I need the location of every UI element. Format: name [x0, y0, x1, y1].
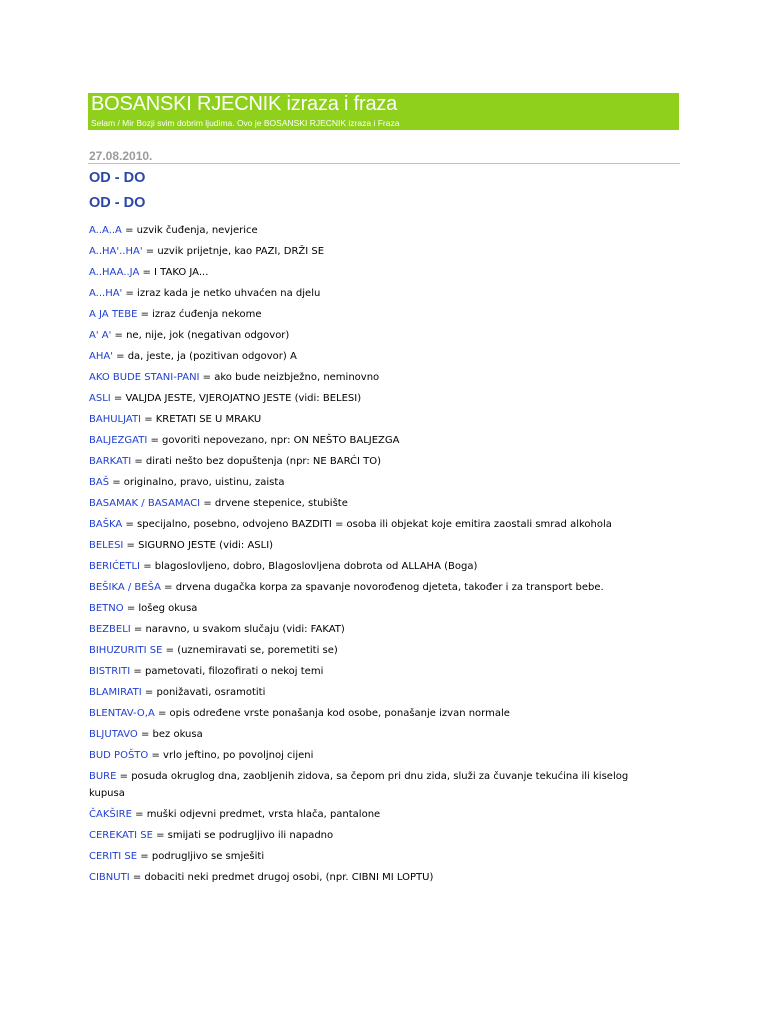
entry-definition: = KRETATI SE U MRAKU: [141, 414, 262, 425]
entry-definition: = smijati se podrugljivo ili napadno: [152, 830, 334, 841]
entry-definition: = blagoslovljeno, dobro, Blagoslovljena dobrota od ALLAHA (Boga): [140, 561, 478, 572]
post-date: 27.08.2010.: [89, 149, 153, 163]
post-subheading: OD - DO: [89, 195, 146, 211]
entry-term: A..HAA..JA: [89, 267, 140, 278]
entry-definition: = (uznemiravati se, poremetiti se): [162, 645, 338, 656]
dictionary-entry: [89, 474, 679, 491]
entry-definition: = specijalno, posebno, odvojeno BAZDITI = osoba ili objekat koje emitira zaostali smrad alkohola: [122, 519, 612, 530]
entry-definition: = posuda okruglog dna, zaobljenih zidova, sa čepom pri dnu zida, služi za čuvanje tekućina ili kiselog kupusa: [89, 771, 629, 799]
dictionary-entry: [89, 264, 679, 281]
dictionary-entry: [89, 432, 679, 449]
dictionary-entry: [89, 369, 679, 386]
entry-term: BEZBELI: [89, 624, 131, 635]
entry-term: BURE: [89, 771, 117, 782]
entry-definition: = uzvik čuđenja, nevjerice: [121, 225, 258, 236]
dictionary-entry: [89, 558, 679, 575]
dictionary-entry: [89, 747, 679, 764]
dictionary-entry: [89, 411, 679, 428]
dictionary-entry: [89, 453, 679, 470]
entry-definition: = muški odjevni predmet, vrsta hlača, pantalone: [131, 809, 381, 820]
entry-definition: = drvene stepenice, stubište: [200, 498, 348, 509]
entry-term: CEREKATI SE: [89, 830, 153, 841]
entry-definition: = podrugljivo se smješiti: [137, 851, 265, 862]
post-title[interactable]: OD - DO: [89, 170, 146, 186]
entry-term: A..HA'..HA': [89, 246, 143, 257]
entry-definition: = pametovati, filozofirati o nekoj temi: [130, 666, 324, 677]
entry-term: ČAKŠIRE: [89, 809, 132, 820]
entry-term: BARKATI: [89, 456, 132, 467]
entry-definition: = drvena dugačka korpa za spavanje novorođenog djeteta, također i za transport bebe.: [160, 582, 604, 593]
divider: [88, 163, 680, 164]
entry-term: CERITI SE: [89, 851, 138, 862]
entry-term: BAHULJATI: [89, 414, 142, 425]
entry-definition: = uzvik prijetnje, kao PAZI, DRŽI SE: [142, 246, 325, 257]
dictionary-entry: [89, 348, 679, 365]
entry-term: BETNO: [89, 603, 124, 614]
entry-definition: = opis određene vrste ponašanja kod osobe, ponašanje izvan normale: [154, 708, 510, 719]
dictionary-entry: [89, 579, 679, 596]
entry-term: BAŠKA: [89, 519, 123, 530]
entry-definition: = ako bude neizbježno, neminovno: [199, 372, 380, 383]
dictionary-entry: [89, 306, 679, 323]
dictionary-entry: [89, 848, 679, 865]
entry-term: AKO BUDE STANI-PANI: [89, 372, 200, 383]
entry-definition: = govoriti nepovezano, npr: ON NEŠTO BALJEZGA: [147, 435, 400, 446]
entry-definition: = ponižavati, osramotiti: [141, 687, 266, 698]
blog-title[interactable]: BOSANSKI RJECNIK izraza i fraza: [91, 93, 398, 115]
dictionary-entry: [89, 516, 649, 533]
dictionary-entry: [89, 684, 679, 701]
entry-term: BAŠ: [89, 477, 110, 488]
entry-definition: = da, jeste, ja (pozitivan odgovor) A: [112, 351, 297, 362]
dictionary-entry: [89, 222, 679, 239]
blog-header-banner: [88, 93, 679, 130]
entry-term: BUD POŠTO: [89, 750, 149, 761]
entry-definition: = ne, nije, jok (negativan odgovor): [111, 330, 290, 341]
entry-term: BLENTAV-O,A: [89, 708, 155, 719]
dictionary-entry: [89, 768, 649, 802]
dictionary-entry: [89, 869, 679, 886]
dictionary-entry: [89, 806, 679, 823]
entry-term: ASLI: [89, 393, 111, 404]
dictionary-entry: [89, 621, 679, 638]
dictionary-entry: [89, 705, 679, 722]
entry-term: A JA TEBE: [89, 309, 138, 320]
dictionary-entry: [89, 390, 679, 407]
dictionary-entry: [89, 642, 679, 659]
entry-term: BASAMAK / BASAMACI: [89, 498, 201, 509]
entry-definition: = vrlo jeftino, po povoljnoj cijeni: [148, 750, 314, 761]
dictionary-entry: [89, 285, 679, 302]
entry-term: A' A': [89, 330, 112, 341]
entry-term: BIHUZURITI SE: [89, 645, 163, 656]
entry-definition: = bez okusa: [137, 729, 203, 740]
entry-term: BELESI: [89, 540, 124, 551]
entry-term: BALJEZGATI: [89, 435, 148, 446]
entry-definition: = dirati nešto bez dopuštenja (npr: NE BARĆI TO): [131, 456, 382, 467]
entry-term: A...HA': [89, 288, 123, 299]
entry-term: BERIĆETLI: [89, 561, 141, 572]
entry-definition: = izraz kada je netko uhvaćen na djelu: [122, 288, 321, 299]
dictionary-entry-list: [89, 222, 679, 890]
dictionary-entry: [89, 726, 679, 743]
dictionary-entry: [89, 537, 679, 554]
entry-term: BLJUTAVO: [89, 729, 138, 740]
entry-term: BISTRITI: [89, 666, 131, 677]
dictionary-entry: [89, 327, 679, 344]
dictionary-entry: [89, 495, 679, 512]
entry-term: CIBNUTI: [89, 872, 130, 883]
blog-subtitle: Selam / Mir Bozji svim dobrim ljudima. Ovo je BOSANSKI RJECNIK izraza i Fraza: [91, 118, 400, 128]
dictionary-entry: [89, 243, 679, 260]
entry-term: AHA': [89, 351, 113, 362]
entry-term: A..A..A: [89, 225, 122, 236]
entry-definition: = SIGURNO JESTE (vidi: ASLI): [123, 540, 274, 551]
entry-definition: = izraz ćuđenja nekome: [137, 309, 262, 320]
entry-term: BLAMIRATI: [89, 687, 142, 698]
dictionary-entry: [89, 663, 679, 680]
entry-definition: = originalno, pravo, uistinu, zaista: [109, 477, 285, 488]
dictionary-entry: [89, 600, 679, 617]
entry-definition: = I TAKO JA...: [139, 267, 209, 278]
entry-definition: = lošeg okusa: [123, 603, 198, 614]
entry-definition: = dobaciti neki predmet drugoj osobi, (npr. CIBNI MI LOPTU): [129, 872, 434, 883]
entry-term: BEŠIKA / BEŠA: [89, 582, 161, 593]
entry-definition: = VALJDA JESTE, VJEROJATNO JESTE (vidi: BELESI): [110, 393, 362, 404]
dictionary-entry: [89, 827, 679, 844]
entry-definition: = naravno, u svakom slučaju (vidi: FAKAT): [130, 624, 345, 635]
